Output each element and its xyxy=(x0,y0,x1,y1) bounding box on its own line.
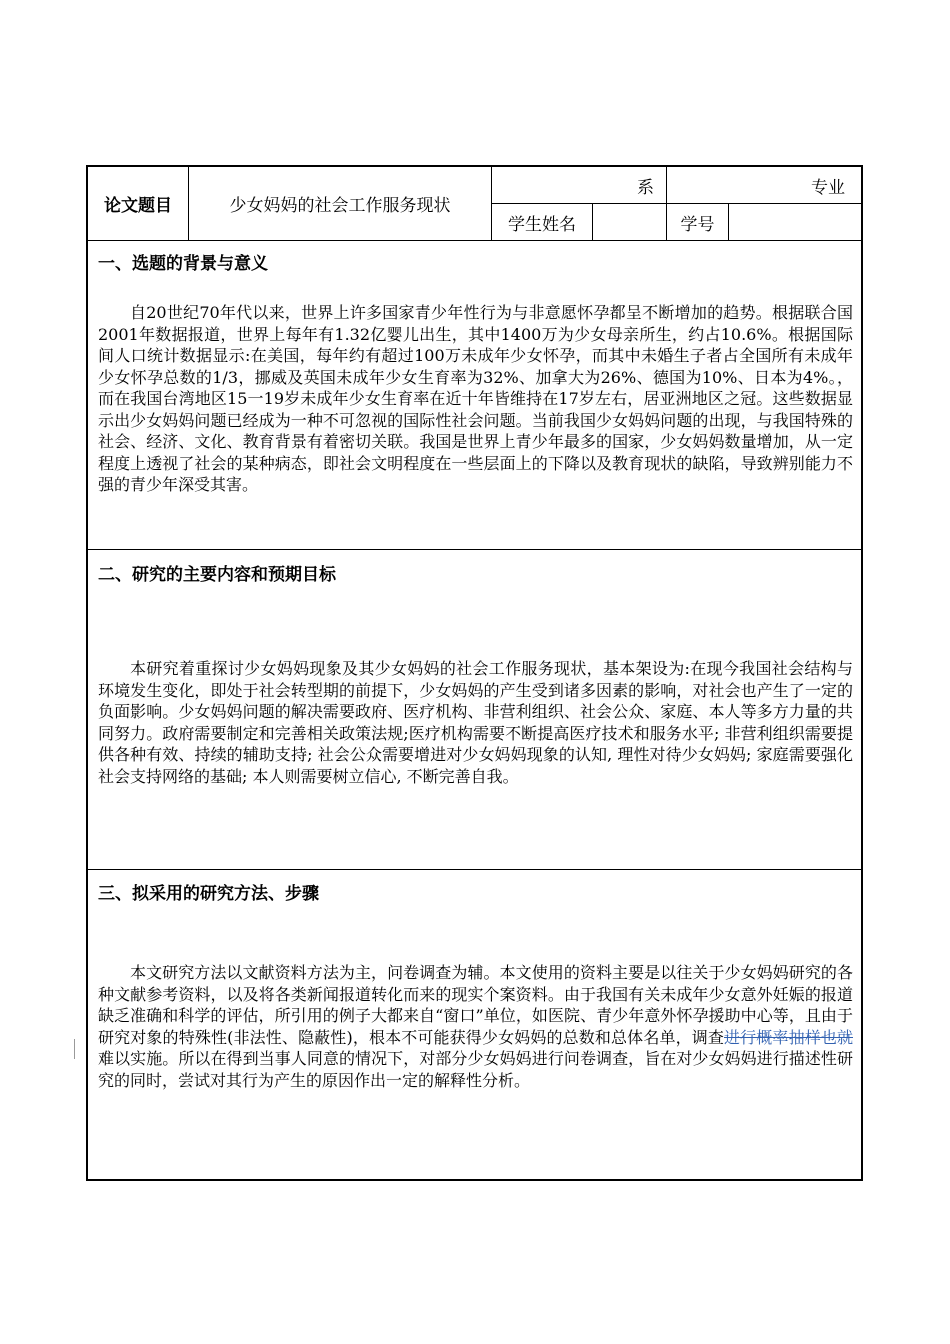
section-1-paragraph: 自20世纪70年代以来，世界上许多国家青少年性行为与非意愿怀孕都呈不断增加的趋势。根据联合国2001年数据报道，世界上每年有1.32亿婴儿出生，其中1400万为少女母亲所生，约占10.6%。根据国际间人口统计数据显示:在美国，每年约有超过100万未成年少女怀孕，而其中未婚生子者占全国所有未成年少女怀孕总数的1/3，挪威及英国未成年少女生育率为32%、加拿大为26%、德国为10%、日本为4%。，而在我国台湾地区15一19岁未成年少女生育率在近十年皆维持在17岁左右，居亚洲地区之冠。这些数据显示出少女妈妈问题已经成为一种不可忽视的国际性社会问题。当前我国少女妈妈问题的出现，与我国特殊的社会、经济、文化、教育背景有着密切关联。我国是世界上青少年最多的国家，少女妈妈数量增加，从一定程度上透视了社会的某种病态，即社会文明程度在一些层面上的下降以及教育现状的缺陷，导致辨别能力不强的青少年深受其害。 xyxy=(98,303,853,494)
section-3-text-before: 本文研究方法以文献资料方法为主，问卷调查为辅。本文使用的资料主要是以往关于少女妈妈研究的各种文献参考资料，以及将各类新闻报道转化而来的现实个案资料。由于我国有关未成年少女意外妊娠的报道缺乏准确和科学的评估，所引用的例子大都来自“窗口”单位，如医院、青少年意外怀孕援助中心等，且由于研究对象的特殊性(非法性、隐蔽性)，根本不可能获得少女妈妈的总数和总体名单，调查 xyxy=(98,963,853,1047)
section-2-paragraph: 本研究着重探讨少女妈妈现象及其少女妈妈的社会工作服务现状，基本架设为:在现今我国社会结构与环境发生变化，即处于社会转型期的前提下，少女妈妈的产生受到诸多因素的影响，对社会也产生了一定的负面影响。少女妈妈问题的解决需要政府、医疗机构、非营利组织、社会公众、家庭、本人等多方力量的共同努力。政府需要制定和完善相关政策法规;医疗机构需要不断提高医疗技术和服务水平; 非营利组织需要提供各种有效、持续的辅助支持; 社会公众需要增进对少女妈妈现象的认知, 理性对待少女妈妈; 家庭需要强化社会支持网络的基础; 本人则需要树立信心, 不断完善自我。 xyxy=(98,659,853,786)
student-name-label: 学生姓名 xyxy=(508,214,576,235)
row-divider xyxy=(88,240,863,241)
row-divider xyxy=(88,549,863,550)
section-1-heading: 一、选题的背景与意义 xyxy=(98,254,268,274)
major-label: 专业 xyxy=(811,177,845,198)
section-3-text-after: 难以实施。所以在得到当事人同意的情况下，对部分少女妈妈进行问卷调查，旨在对少女妈妈进行描述性研究的同时，尝试对其行为产生的原因作出一定的解释性分析。 xyxy=(98,1049,853,1090)
section-3-paragraph xyxy=(98,962,853,1091)
row-divider xyxy=(88,869,863,870)
section-2-heading: 二、研究的主要内容和预期目标 xyxy=(98,565,336,585)
department-label: 系 xyxy=(637,177,654,198)
thesis-title-value: 少女妈妈的社会工作服务现状 xyxy=(229,196,451,216)
tracked-deletion: 进行概率抽样也就 xyxy=(724,1027,853,1047)
proposal-form-table xyxy=(86,165,863,1181)
student-name-field[interactable] xyxy=(593,204,666,240)
thesis-title-label: 论文题目 xyxy=(104,196,172,216)
section-3-heading: 三、拟采用的研究方法、步骤 xyxy=(98,884,319,904)
student-id-label: 学号 xyxy=(680,214,715,235)
revision-margin-bar xyxy=(74,1039,75,1059)
student-id-field[interactable] xyxy=(729,204,863,240)
